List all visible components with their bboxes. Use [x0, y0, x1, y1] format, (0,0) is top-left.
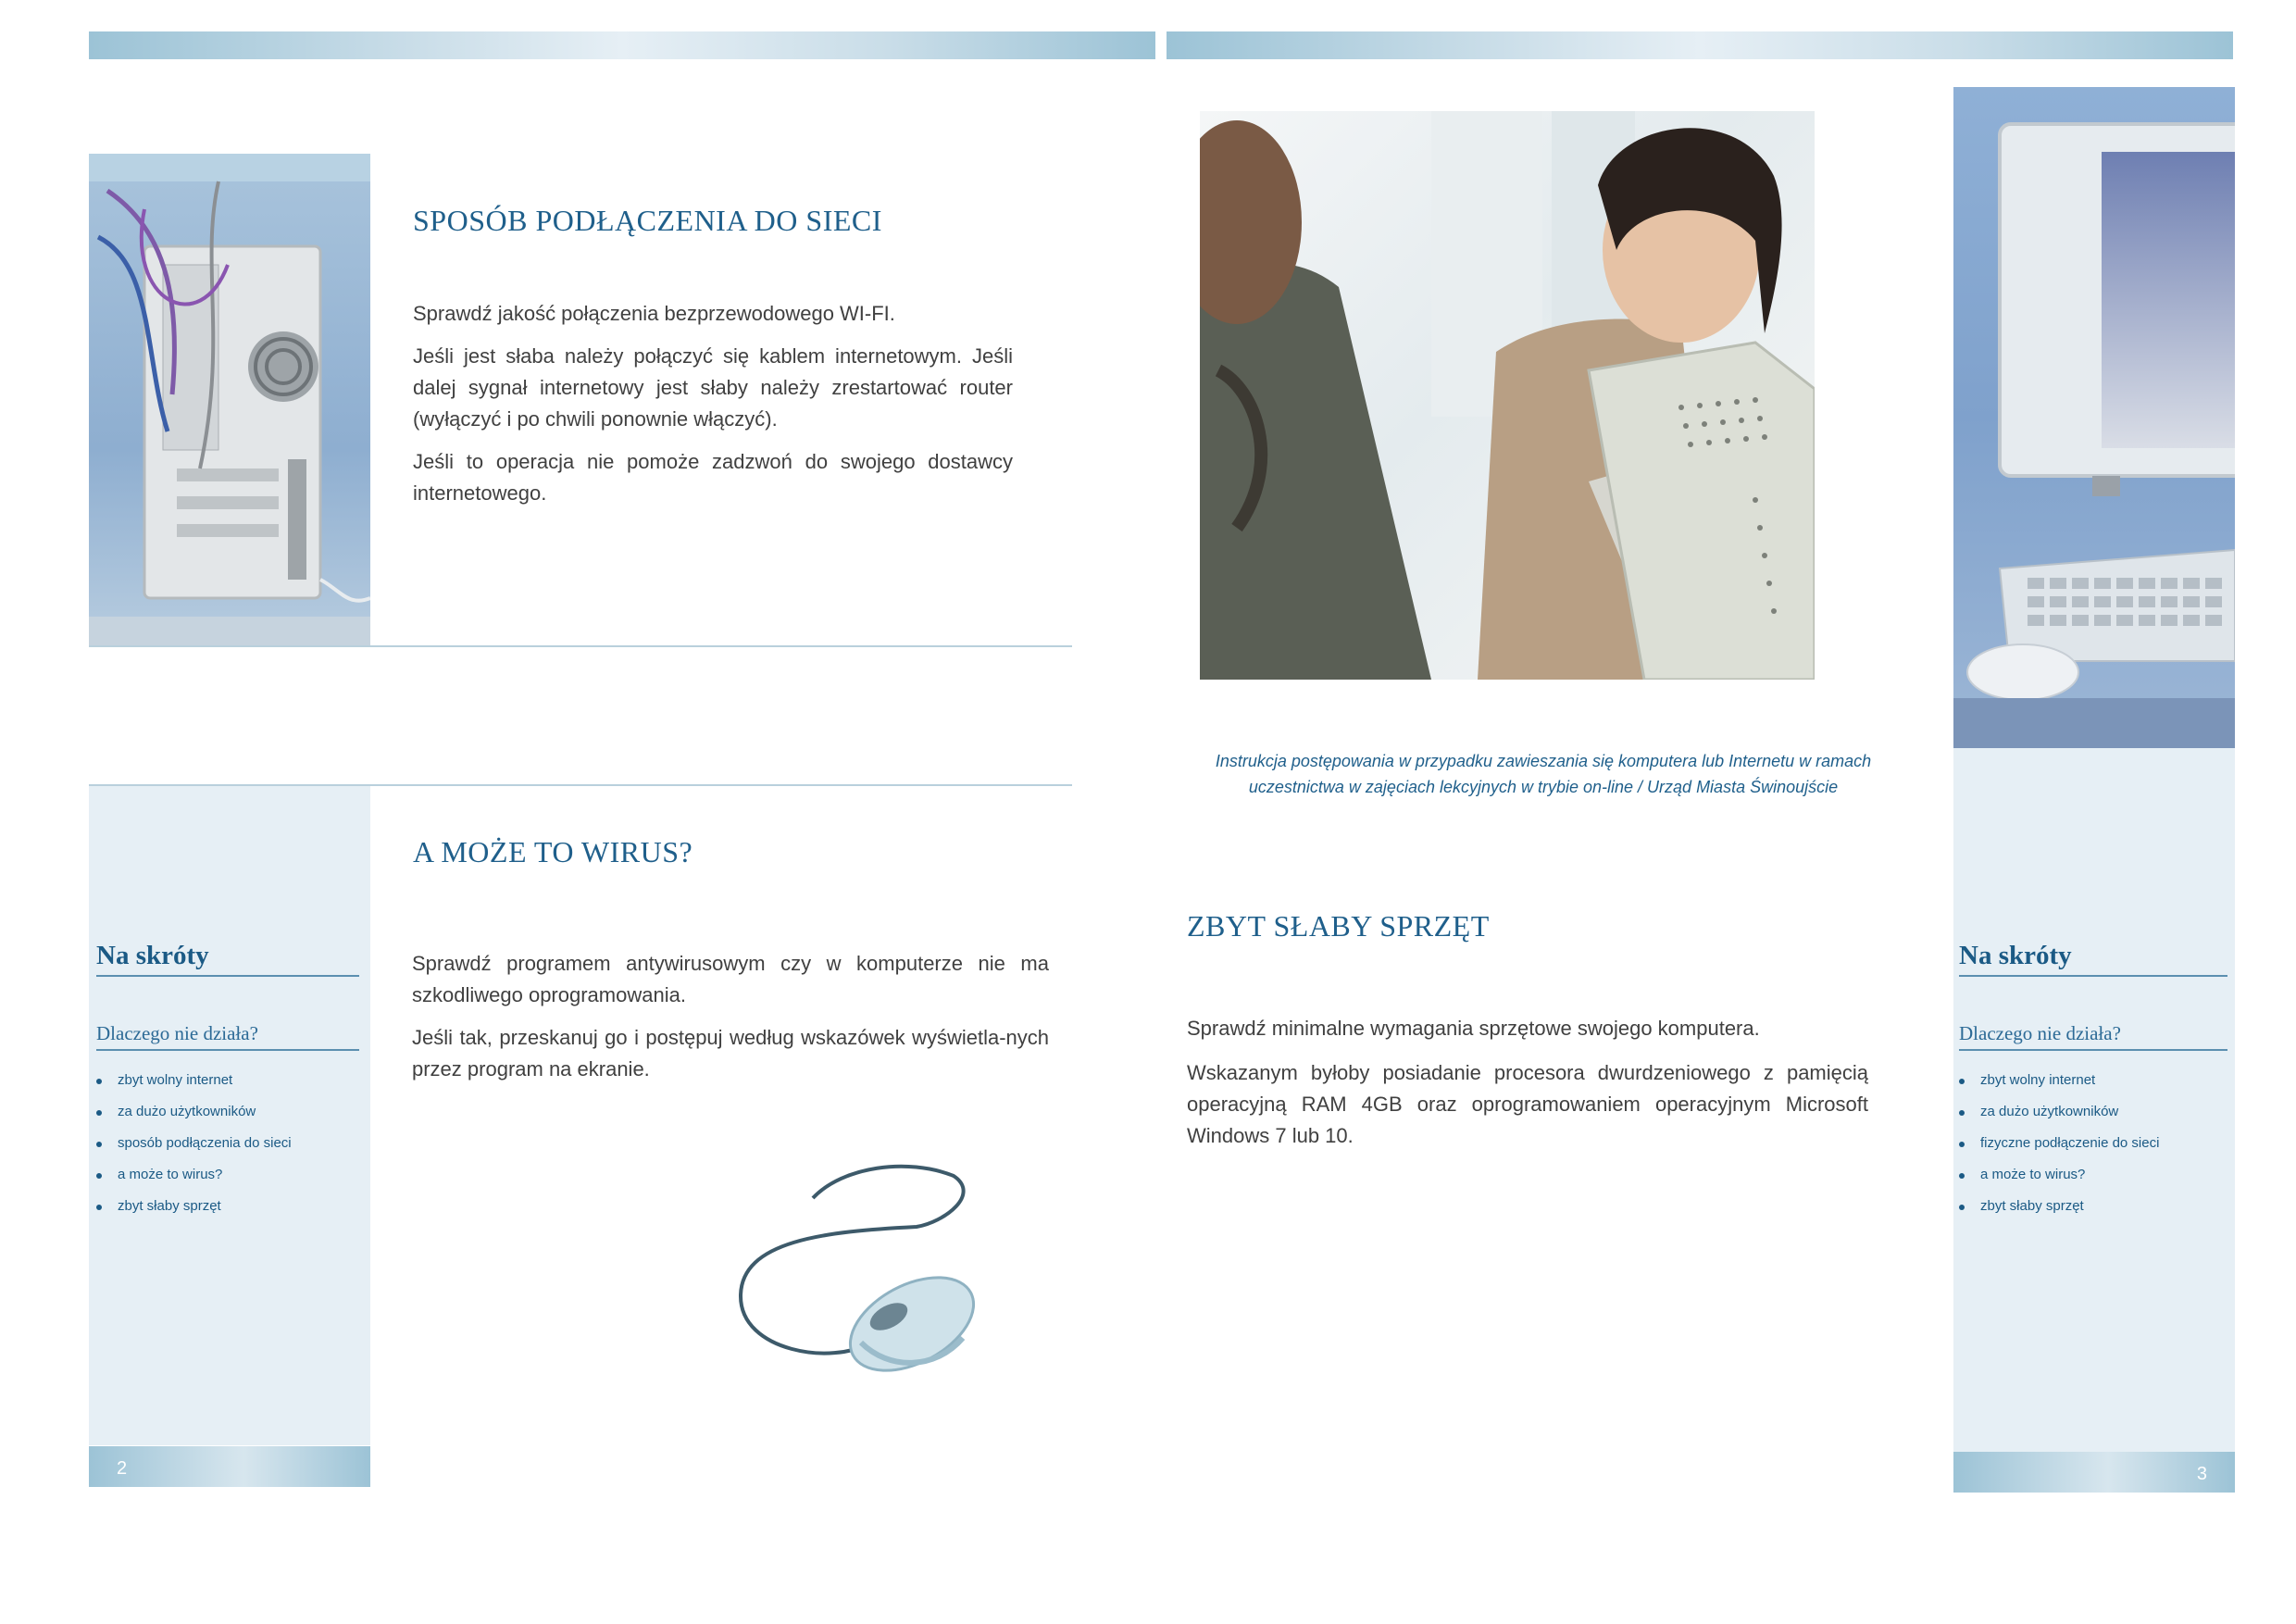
right-sidebar-link-physical-connection[interactable]: fizyczne podłączenie do sieci	[1959, 1128, 2227, 1159]
connection-paragraph-3: Jeśli to operacja nie pomoże zadzwoń do swojego dostawcy internetowego.	[413, 450, 1013, 505]
right-sidebar-link-too-many-users[interactable]: za dużo użytkowników	[1959, 1096, 2227, 1128]
left-page-top-band	[89, 31, 1155, 59]
left-sidebar-title: Na skróty	[96, 941, 359, 977]
desktop-computer-photo	[1953, 87, 2235, 748]
left-sidebar-link-connection[interactable]: sposób podłączenia do sieci	[96, 1128, 365, 1159]
right-page-top-band	[1167, 31, 2233, 59]
right-sidebar-subtitle: Dlaczego nie działa?	[1959, 1022, 2227, 1051]
hardware-paragraph-2: Wskazanym byłoby posiadanie procesora dwurdzeniowego z pamięcią operacyjną RAM 4GB oraz oprogramowaniem operacyjnym Microsoft Windows 7 lub 10.	[1187, 1061, 1868, 1147]
right-sidebar-link-virus[interactable]: a może to wirus?	[1959, 1159, 2227, 1191]
left-sidebar-subtitle: Dlaczego nie działa?	[96, 1022, 359, 1051]
virus-paragraph-2: Jeśli tak, przeskanuj go i postępuj według wskazówek wyświetla-nych przez program na ekranie.	[412, 1026, 1049, 1081]
computer-mouse-illustration	[731, 1157, 991, 1389]
section-heading-virus: A MOŻE TO WIRUS?	[413, 835, 693, 868]
computer-tower-photo	[89, 154, 370, 646]
section-heading-hardware: ZBYT SŁABY SPRZĘT	[1187, 909, 1490, 943]
right-sidebar-link-slow-internet[interactable]: zbyt wolny internet	[1959, 1065, 2227, 1096]
left-sidebar-link-weak-hardware[interactable]: zbyt słaby sprzęt	[96, 1191, 365, 1222]
left-sidebar-link-too-many-users[interactable]: za dużo użytkowników	[96, 1096, 365, 1128]
right-sidebar-link-weak-hardware[interactable]: zbyt słaby sprzęt	[1959, 1191, 2227, 1222]
hardware-paragraph-1: Sprawdź minimalne wymagania sprzętowe swojego komputera.	[1187, 1017, 1760, 1040]
left-sidebar-list	[96, 1065, 365, 1222]
connection-paragraph-1: Sprawdź jakość połączenia bezprzewodowego WI-FI.	[413, 302, 895, 325]
left-sidebar-link-slow-internet[interactable]: zbyt wolny internet	[96, 1065, 365, 1096]
page-number-left-text: 2	[117, 1458, 128, 1479]
virus-paragraph-1: Sprawdź programem antywirusowym czy w komputerze nie ma szkodliwego oprogramowania.	[412, 952, 1049, 1006]
page-number-right-text: 3	[2196, 1464, 2207, 1484]
right-sidebar-list	[1959, 1065, 2227, 1222]
right-sidebar-title: Na skróty	[1959, 941, 2227, 977]
connection-paragraph-2: Jeśli jest słaba należy połączyć się kablem internetowym. Jeśli dalej sygnał internetowy jest słaby należy zrestartować router (wyłączyć i po chwili ponownie włączyć).	[413, 344, 1013, 431]
page-number-left	[89, 1446, 370, 1487]
section-divider-top	[89, 645, 1072, 647]
section-heading-connection: SPOSÓB PODŁĄCZENIA DO SIECI	[413, 204, 882, 237]
page-number-right	[1953, 1452, 2235, 1493]
left-sidebar-link-virus[interactable]: a może to wirus?	[96, 1159, 365, 1191]
document-caption: Instrukcja postępowania w przypadku zawieszania się komputera lub Internetu w ramach uczestnictwa w zajęciach lekcyjnych w trybie on-line / Urząd Miasta Świnoujście	[1215, 752, 1872, 796]
office-workers-photo	[1200, 111, 1815, 680]
